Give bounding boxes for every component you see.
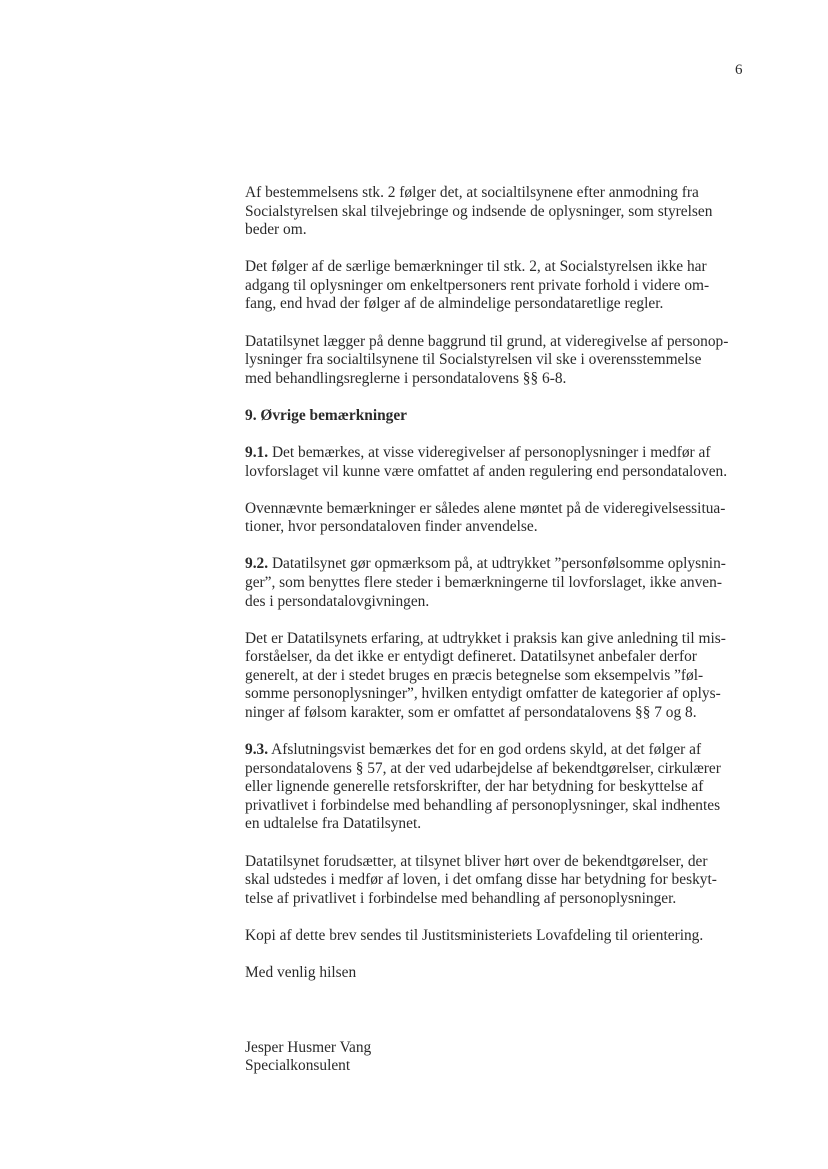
section-number: 9.3. — [245, 741, 269, 759]
text-segment: Datatilsynet gør opmærksom på, at udtrykket ”personfølsomme oplysnin- — [268, 555, 726, 573]
text-line — [245, 555, 755, 574]
text-line: des i persondatalovgivningen. — [245, 592, 430, 610]
letter-body — [245, 184, 755, 1076]
signatory-title: Specialkonsulent — [245, 1057, 351, 1075]
text-line: generelt, at der i stedet bruges en præcis betegnelse som eksempelvis ”føl- — [245, 666, 704, 684]
paragraph-9-2 — [245, 555, 755, 611]
text-line: adgang til oplysninger om enkeltpersoners rent private forhold i videre om- — [245, 276, 710, 294]
greeting: Med venlig hilsen — [245, 963, 357, 981]
text-line: lovforslaget vil kunne være omfattet af anden regulering end persondataloven. — [245, 462, 728, 480]
text-line: privatlivet i forbindelse med behandling af personoplysninger, skal indhentes — [245, 796, 721, 814]
text-line — [245, 444, 755, 463]
text-line: tioner, hvor persondataloven finder anvendelse. — [245, 518, 538, 536]
text-line: persondatalovens § 57, at der ved udarbejdelse af bekendtgørelser, cirkulærer — [245, 759, 721, 777]
text-line — [245, 741, 755, 760]
text-line: forståelser, da det ikke er entydigt defineret. Datatilsynet anbefaler derfor — [245, 648, 697, 666]
text-line: Det er Datatilsynets erfaring, at udtrykket i praksis kan give anledning til mis- — [245, 629, 726, 647]
page-number: 6 — [735, 62, 743, 78]
text-segment: Afslutningsvist bemærkes det for en god ordens skyld, at det følger af — [268, 741, 702, 759]
paragraph-9-1-note — [245, 500, 755, 537]
paragraph-special-remarks — [245, 258, 755, 314]
section-number: 9.2. — [245, 555, 269, 573]
text-line: med behandlingsreglerne i persondatalovens §§ 6-8. — [245, 369, 567, 387]
text-line: Datatilsynet forudsætter, at tilsynet bliver hørt over de bekendtgørelser, der — [245, 852, 708, 870]
paragraph-stk2 — [245, 184, 755, 240]
paragraph-9-3 — [245, 741, 755, 834]
text-line: Datatilsynet lægger på denne baggrund til grund, at videregivelse af personop- — [245, 332, 729, 350]
text-line: beder om. — [245, 221, 307, 239]
text-line: Socialstyrelsen skal tilvejebringe og indsende de oplysninger, som styrelsen — [245, 202, 713, 220]
text-line: en udtalelse fra Datatilsynet. — [245, 815, 422, 833]
text-line: Ovennævnte bemærkninger er således alene møntet på de videregivelsessitua- — [245, 499, 726, 517]
text-line: ninger af følsom karakter, som er omfattet af persondatalovens §§ 7 og 8. — [245, 703, 697, 721]
paragraph-basis — [245, 333, 755, 389]
text-line: fang, end hvad der følger af de almindelige persondataretlige regler. — [245, 295, 664, 313]
text-line: ger”, som benyttes flere steder i bemærkningerne til lovforslaget, ikke anven- — [245, 573, 722, 591]
paragraph-9-2-experience — [245, 630, 755, 723]
section-number: 9.1. — [245, 443, 269, 461]
text-segment: Det bemærkes, at visse videregivelser af personoplysninger i medfør af — [268, 443, 711, 461]
text-line: eller lignende generelle retsforskrifter, der har betydning for beskyttelse af — [245, 778, 704, 796]
copy-note: Kopi af dette brev sendes til Justitsministeriets Lovafdeling til orientering. — [245, 926, 704, 944]
paragraph-9-1 — [245, 444, 755, 481]
text-line: telse af privatlivet i forbindelse med behandling af personoplysninger. — [245, 889, 677, 907]
text-line: Det følger af de særlige bemærkninger til stk. 2, at Socialstyrelsen ikke har — [245, 258, 707, 276]
text-line: somme personoplysninger”, hvilken entydigt omfatter de kategorier af oplys- — [245, 685, 721, 703]
text-line: skal udstedes i medfør af loven, i det omfang disse har betydning for beskyt- — [245, 871, 717, 889]
signature-block — [245, 1039, 755, 1076]
paragraph-9-3-hearing — [245, 853, 755, 909]
section-heading: 9. Øvrige bemærkninger — [245, 406, 408, 424]
signatory-name: Jesper Husmer Vang — [245, 1038, 372, 1056]
text-line: lysninger fra socialtilsynene til Socialstyrelsen vil ske i overensstemmelse — [245, 351, 702, 369]
text-line: Af bestemmelsens stk. 2 følger det, at socialtilsynene efter anmodning fra — [245, 184, 699, 201]
